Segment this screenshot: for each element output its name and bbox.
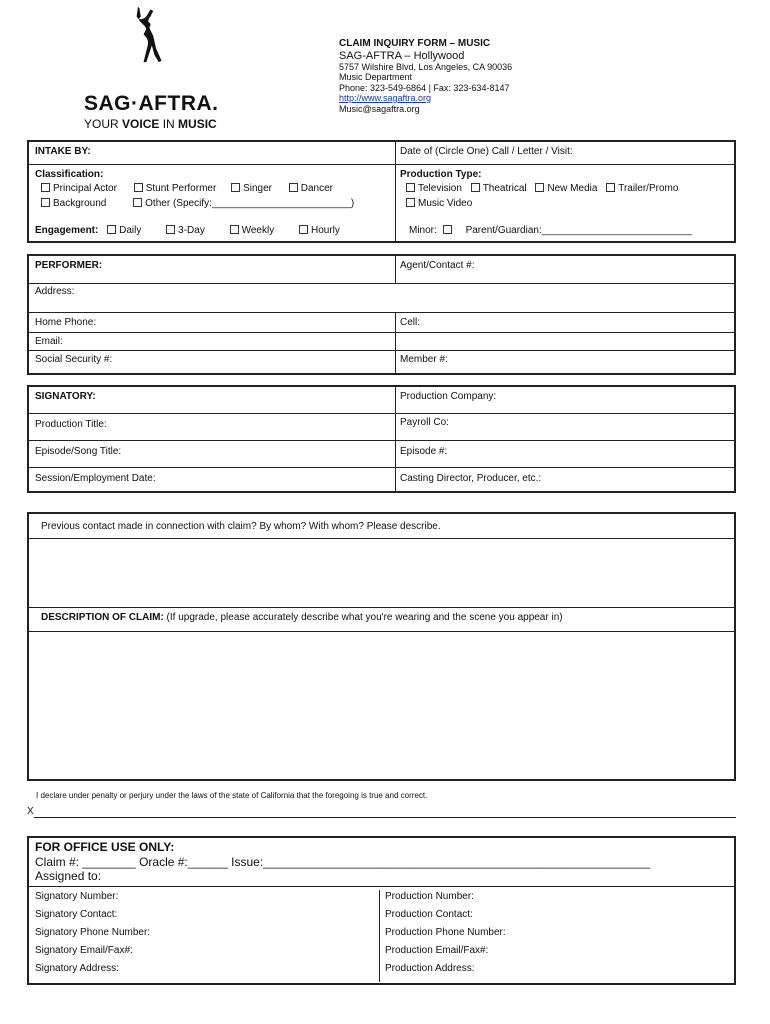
production-company-label: Production Company: [400, 391, 497, 402]
signature-line[interactable] [34, 817, 736, 818]
agent-label: Agent/Contact #: [400, 260, 475, 271]
office-use-section [27, 836, 736, 985]
office-left-label: Signatory Address: [35, 963, 119, 974]
television-checkbox[interactable] [406, 183, 415, 192]
minor-row: Minor: Parent/Guardian:___________________________ [409, 225, 692, 236]
org-email: Music@sagaftra.org [339, 103, 420, 114]
org-address: 5757 Wilshire Blvd, Los Angeles, CA 90036 [339, 61, 513, 72]
logo-wordmark: SAG·AFTRA. [84, 92, 219, 115]
office-use-title: FOR OFFICE USE ONLY: [35, 840, 175, 854]
claim-oracle-issue-line: Claim #: ________ Oracle #:______ Issue:__________________________________________________________ [35, 855, 651, 869]
music-video-option: Music Video [400, 197, 472, 211]
office-right-label: Production Number: [385, 891, 474, 902]
previous-contact-label: Previous contact made in connection with claim? By whom? With whom? Please describe. [41, 521, 441, 532]
org-dept: Music Department [339, 72, 413, 82]
production-title-label: Production Title: [35, 419, 107, 430]
org-phone: Phone: 323-549-6864 | Fax: 323-634-8147 [339, 82, 510, 93]
office-left-label: Signatory Contact: [35, 909, 118, 920]
session-date-label: Session/Employment Date: [35, 473, 156, 484]
engagement-row: Engagement: Daily 3-Day Weekly Hourly [35, 225, 340, 236]
office-left-label: Signatory Phone Number: [35, 927, 151, 938]
classification-options-1: Principal Actor Stunt Performer Singer Dancer [35, 182, 333, 196]
date-of-label: Date of (Circle One) Call / Letter / Visit: [400, 146, 573, 157]
sag-aftra-logo-figure [72, 4, 222, 94]
classification-label: Classification: [35, 169, 104, 180]
production-type-options: Television Theatrical New Media Trailer/Promo [400, 182, 678, 196]
email-label: Email: [35, 336, 63, 347]
org-name: SAG-AFTRA – Hollywood [339, 49, 465, 62]
form-title: CLAIM INQUIRY FORM – MUSIC [339, 38, 491, 49]
production-type-label: Production Type: [400, 169, 482, 180]
performer-label: PERFORMER: [35, 260, 103, 271]
minor-checkbox[interactable] [443, 225, 452, 234]
signatory-section [27, 385, 736, 493]
office-left-label: Signatory Email/Fax#: [35, 945, 133, 956]
weekly-checkbox[interactable] [230, 225, 239, 234]
description-field[interactable] [31, 634, 731, 776]
form-header [339, 39, 512, 114]
singer-checkbox[interactable] [231, 183, 240, 192]
office-right-label: Production Address: [385, 963, 475, 974]
signatory-label: SIGNATORY: [35, 391, 96, 402]
address-label: Address: [35, 286, 75, 297]
dancer-checkbox[interactable] [289, 183, 298, 192]
classification-options-2: Background Other (Specify:_________________________) [35, 197, 354, 211]
signature-x: X [27, 806, 34, 817]
principal-checkbox[interactable] [41, 183, 50, 192]
new-media-checkbox[interactable] [535, 183, 544, 192]
assigned-to-label: Assigned to: [35, 869, 102, 883]
three-day-checkbox[interactable] [166, 225, 175, 234]
stunt-checkbox[interactable] [134, 183, 143, 192]
intake-by-label: INTAKE BY: [35, 146, 91, 157]
logo-tagline: YOUR VOICE IN MUSIC [84, 117, 217, 131]
office-left-label: Signatory Number: [35, 891, 119, 902]
cell-label: Cell: [400, 317, 421, 328]
ssn-label: Social Security #: [35, 354, 113, 365]
casting-label: Casting Director, Producer, etc.: [400, 473, 542, 484]
office-right-label: Production Email/Fax#: [385, 945, 489, 956]
declaration-text: I declare under penalty or perjury under the laws of the state of California that the foregoing is true and correct. [36, 791, 428, 800]
hourly-checkbox[interactable] [299, 225, 308, 234]
office-right-label: Production Contact: [385, 909, 473, 920]
intake-section [27, 140, 736, 243]
performer-section [27, 254, 736, 375]
daily-checkbox[interactable] [107, 225, 116, 234]
other-checkbox[interactable] [133, 198, 142, 207]
trailer-checkbox[interactable] [606, 183, 615, 192]
episode-number-label: Episode #: [400, 446, 448, 457]
org-url-link[interactable]: http://www.sagaftra.org [339, 93, 432, 103]
claim-section [27, 512, 736, 781]
previous-contact-field[interactable] [31, 541, 731, 605]
payroll-label: Payroll Co: [400, 417, 449, 428]
description-label: DESCRIPTION OF CLAIM: (If upgrade, please accurately describe what you're wearing and the scene you appear in) [41, 612, 563, 623]
home-phone-label: Home Phone: [35, 317, 97, 328]
member-label: Member #: [400, 354, 448, 365]
theatrical-checkbox[interactable] [471, 183, 480, 192]
background-checkbox[interactable] [41, 198, 50, 207]
music-video-checkbox[interactable] [406, 198, 415, 207]
episode-song-label: Episode/Song Title: [35, 446, 122, 457]
office-right-label: Production Phone Number: [385, 927, 506, 938]
